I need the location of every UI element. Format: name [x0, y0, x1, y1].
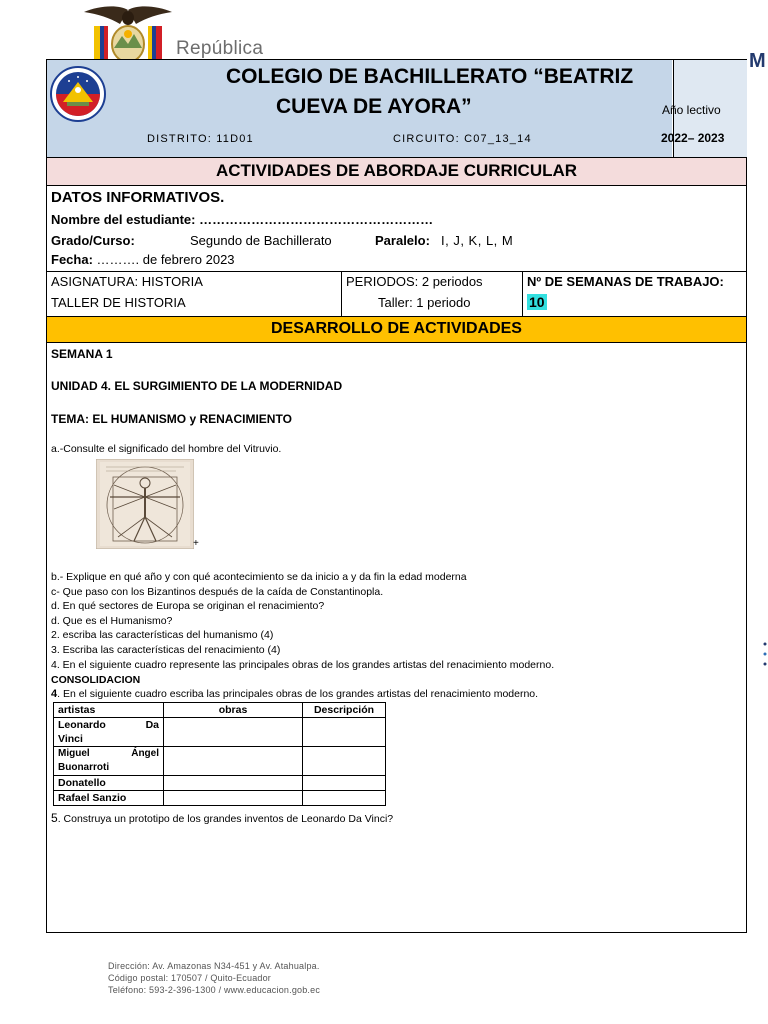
col-header-obras: obras	[164, 703, 303, 718]
ecuador-coat-of-arms-icon	[80, 4, 176, 60]
subject-grid-divider-1	[341, 271, 342, 316]
q5-number: 5	[51, 811, 58, 825]
question-3: 3. Escriba las características del renacimiento (4)	[51, 643, 281, 656]
question-c: c- Que paso con los Bizantinos después de la caída de Constantinopla.	[51, 585, 384, 598]
fecha-line	[51, 252, 235, 267]
school-name-line1: COLEGIO DE BACHILLERATO “BEATRIZ	[226, 65, 634, 88]
table-row	[54, 718, 386, 747]
paralelo-value: I, J, K, L, M	[441, 233, 514, 248]
descripcion-cell[interactable]	[303, 791, 386, 806]
q4b-text: . En el siguiente cuadro escriba las principales obras de los grandes artistas del renacimiento moderno.	[57, 688, 539, 700]
footer-address: Dirección: Av. Amazonas N34-451 y Av. Atahualpa.	[108, 961, 320, 971]
artist-cell: Rafael Sanzio	[54, 791, 164, 806]
obras-cell[interactable]	[164, 718, 303, 747]
question-a: a.-Consulte el significado del hombre del Vitruvio.	[51, 443, 282, 455]
descripcion-cell[interactable]	[303, 718, 386, 747]
question-d2: d. Que es el Humanismo?	[51, 614, 173, 627]
school-name	[200, 62, 640, 122]
footer-postal-code: Código postal: 170507 / Quito-Ecuador	[108, 973, 272, 983]
fecha-value: ………. de febrero 2023	[92, 252, 235, 267]
question-4: 4. En el siguiente cuadro represente las principales obras de los grandes artistas del renacimiento moderno.	[51, 658, 555, 671]
obras-cell[interactable]	[164, 776, 303, 791]
school-logo-icon	[49, 66, 107, 122]
datos-title: DATOS INFORMATIVOS.	[51, 189, 225, 206]
activities-title: ACTIVIDADES DE ABORDAJE CURRICULAR	[215, 161, 578, 180]
artist-cell: Donatello	[54, 776, 164, 791]
q5-text: . Construya un prototipo de los grandes inventos de Leonardo Da Vinci?	[57, 813, 394, 825]
plus-sign: +	[193, 538, 199, 549]
obras-cell[interactable]	[164, 791, 303, 806]
obras-cell[interactable]	[164, 747, 303, 776]
semana-heading: SEMANA 1	[51, 347, 113, 361]
subject-grid-divider-2	[522, 271, 523, 316]
desarrollo-title: DESARROLLO DE ACTIVIDADES	[271, 320, 522, 337]
table-row	[54, 747, 386, 776]
republica-label: República	[176, 38, 264, 59]
vitruvian-man-image	[96, 459, 194, 549]
artist-name-part: Leonardo	[58, 719, 106, 731]
footer-phone-web: Teléfono: 593-2-396-1300 / www.educacion.gob.ec	[108, 985, 321, 995]
school-name-line2: CUEVA DE AYORA”	[276, 95, 472, 118]
unidad-heading: UNIDAD 4. EL SURGIMIENTO DE LA MODERNIDAD	[51, 379, 343, 393]
artist-cell	[54, 747, 164, 776]
periodos: PERIODOS: 2 periodos	[346, 274, 483, 289]
tema-heading: TEMA: EL HUMANISMO y RENACIMIENTO	[51, 412, 292, 426]
questions-list	[51, 570, 741, 672]
col-header-descripcion: Descripción	[303, 703, 386, 718]
table-row	[54, 776, 386, 791]
artist-name-part: Da	[145, 719, 159, 731]
question-d1: d. En qué sectores de Europa se originan el renacimiento?	[51, 600, 325, 613]
artist-name-part: Ángel	[131, 748, 159, 759]
table-row	[54, 791, 386, 806]
consolidacion-heading: CONSOLIDACION	[51, 674, 141, 686]
q4b-number: 4	[51, 688, 58, 700]
footer	[108, 960, 320, 996]
artist-name-part: Buonarroti	[58, 762, 110, 773]
grado-label: Grado/Curso:	[51, 233, 135, 248]
question-5	[51, 811, 393, 825]
question-b: b.- Explique en qué año y con qué acontecimiento se da inicio a y da fin la edad moderna	[51, 571, 467, 583]
table-header-row	[54, 703, 386, 718]
paralelo-label: Paralelo:	[375, 233, 430, 248]
artist-name-part: Vinci	[58, 733, 83, 745]
artists-table	[53, 702, 386, 806]
school-year-label: Año lectivo	[662, 103, 721, 117]
subject-grid-top-line	[47, 271, 746, 272]
edge-letter: M	[749, 50, 766, 72]
taller-historia: TALLER DE HISTORIA	[51, 295, 186, 310]
consolidacion-question-4	[51, 688, 538, 700]
descripcion-cell[interactable]	[303, 747, 386, 776]
circuito-label: CIRCUITO: C07_13_14	[393, 133, 532, 145]
edge-dots-icon	[760, 640, 768, 670]
asignatura: ASIGNATURA: HISTORIA	[51, 274, 203, 289]
artist-name-part: Miguel	[58, 748, 90, 759]
question-2: 2. escriba las características del humanismo (4)	[51, 629, 274, 642]
fecha-label: Fecha:	[51, 252, 93, 267]
semanas-label: Nº DE SEMANAS DE TRABAJO:	[527, 274, 724, 289]
col-header-artistas: artistas	[54, 703, 164, 718]
taller-periodo: Taller: 1 periodo	[378, 295, 471, 310]
artist-cell	[54, 718, 164, 747]
student-name-field: Nombre del estudiante: ………………………………………………	[51, 212, 434, 227]
grado-value: Segundo de Bachillerato	[190, 233, 332, 248]
distrito-label: DISTRITO: 11D01	[147, 133, 254, 145]
semanas-value: 10	[529, 294, 545, 310]
descripcion-cell[interactable]	[303, 776, 386, 791]
school-year-value: 2022– 2023	[661, 131, 725, 145]
